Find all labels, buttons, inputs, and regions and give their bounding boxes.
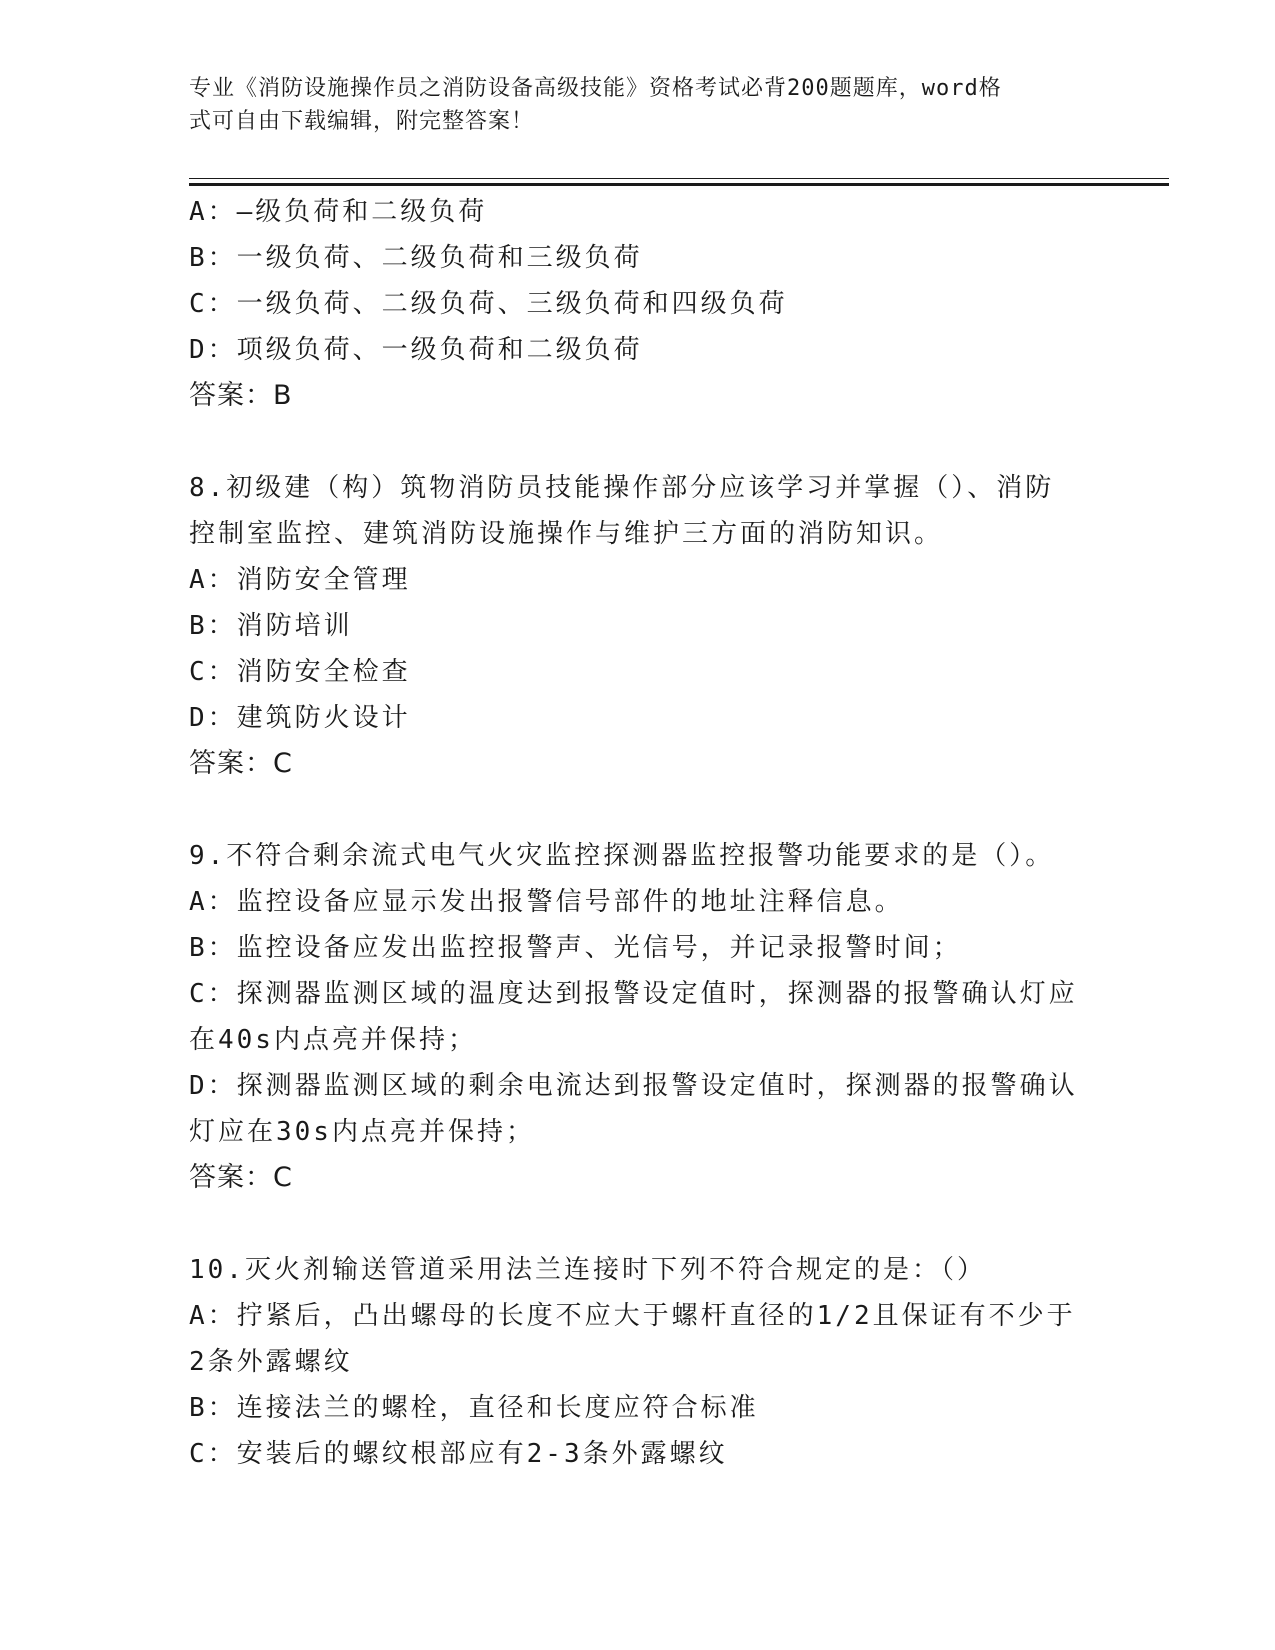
question-list xyxy=(189,189,1089,1477)
header-divider-thin xyxy=(189,178,1169,179)
question-stem: 8.初级建（构）筑物消防员技能操作部分应该学习并掌握（）、消防 xyxy=(189,473,1055,503)
option-b: B：消防培训 xyxy=(189,611,353,641)
option-c: C：安装后的螺纹根部应有2-3条外露螺纹 xyxy=(189,1439,728,1469)
spacer xyxy=(189,419,1089,465)
answer: 答案：C xyxy=(189,748,293,779)
option-c: C：消防安全检查 xyxy=(189,657,411,687)
option-b: B：监控设备应发出监控报警声、光信号，并记录报警时间； xyxy=(189,933,962,963)
option-d: D：探测器监测区域的剩余电流达到报警设定值时，探测器的报警确认 xyxy=(189,1071,1078,1101)
option-a: A：消防安全管理 xyxy=(189,565,411,595)
option-a: A：拧紧后，凸出螺母的长度不应大于螺杆直径的1/2且保证有不少于 xyxy=(189,1301,1076,1331)
question-10 xyxy=(189,1247,1089,1477)
header-divider-thick xyxy=(189,183,1169,186)
option-c-cont: 在40s内点亮并保持； xyxy=(189,1025,477,1055)
header-line-2: 式可自由下载编辑，附完整答案！ xyxy=(189,109,535,134)
header-line-1: 专业《消防设施操作员之消防设备高级技能》资格考试必背200题题库，word格 xyxy=(189,76,1002,101)
question-stem-cont: 控制室监控、建筑消防设施操作与维护三方面的消防知识。 xyxy=(189,519,944,549)
answer: 答案：C xyxy=(189,1162,293,1193)
question-stem: 9.不符合剩余流式电气火灾监控探测器监控报警功能要求的是（）。 xyxy=(189,841,1055,871)
option-c: C：一级负荷、二级负荷、三级负荷和四级负荷 xyxy=(189,289,788,319)
spacer xyxy=(189,1201,1089,1247)
option-c: C：探测器监测区域的温度达到报警设定值时，探测器的报警确认灯应 xyxy=(189,979,1078,1009)
option-b: B：连接法兰的螺栓，直径和长度应符合标准 xyxy=(189,1393,759,1423)
option-d-cont: 灯应在30s内点亮并保持； xyxy=(189,1117,535,1147)
spacer xyxy=(189,787,1089,833)
option-d: D：项级负荷、一级负荷和二级负荷 xyxy=(189,335,643,365)
option-a: A：—级负荷和二级负荷 xyxy=(189,197,488,227)
question-8 xyxy=(189,465,1089,787)
answer: 答案：B xyxy=(189,380,293,411)
option-a-cont: 2条外露螺纹 xyxy=(189,1347,353,1377)
question-stem: 10.灭火剂输送管道采用法兰连接时下列不符合规定的是：（） xyxy=(189,1255,986,1285)
option-a: A：监控设备应显示发出报警信号部件的地址注释信息。 xyxy=(189,887,904,917)
option-b: B：一级负荷、二级负荷和三级负荷 xyxy=(189,243,643,273)
question-7 xyxy=(189,189,1089,419)
option-d: D：建筑防火设计 xyxy=(189,703,411,733)
document-header xyxy=(189,72,1089,138)
question-9 xyxy=(189,833,1089,1201)
